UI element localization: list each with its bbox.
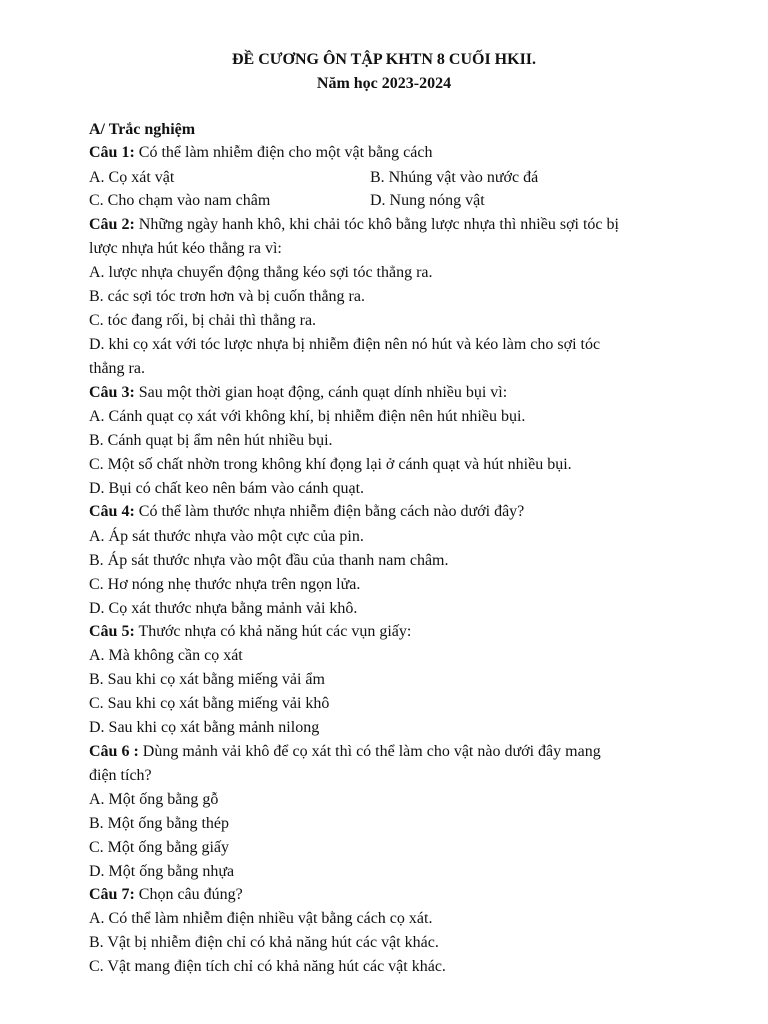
question-text: Những ngày hanh khô, khi chải tóc khô bằng lược nhựa thì nhiều sợi tóc bị [134,216,619,233]
question-1 [89,143,432,163]
question-label: Câu 6 : [89,743,139,760]
option-4c: C. Hơ nóng nhẹ thước nhựa trên ngọn lửa. [89,576,361,593]
option-3d: D. Bụi có chất keo nên bám vào cánh quạt. [89,480,365,497]
document-title: ĐỀ CƯƠNG ÔN TẬP KHTN 8 CUỐI HKII. [231,51,537,68]
option-7a: A. Có thể làm nhiễm điện nhiều vật bằng cách cọ xát. [89,910,433,927]
question-label: Câu 7: [89,886,135,903]
question-5 [89,622,411,642]
option-6b: B. Một ống bằng thép [89,815,229,832]
option-5a: A. Mà không cần cọ xát [89,647,243,664]
question-text: Có thể làm thước nhựa nhiễm điện bằng cách nào dưới đây? [134,503,525,520]
option-3b: B. Cánh quạt bị ẩm nên hút nhiều bụi. [89,432,333,449]
option-5d: D. Sau khi cọ xát bằng mảnh nilong [89,719,320,736]
question-text: Sau một thời gian hoạt động, cánh quạt dính nhiều bụi vì: [134,384,508,401]
option-3c: C. Một số chất nhờn trong không khí đọng lại ở cánh quạt và hút nhiều bụi. [89,456,572,473]
question-text: Chọn câu đúng? [134,886,243,903]
question-label: Câu 5: [89,623,135,640]
option-4d: D. Cọ xát thước nhựa bằng mảnh vải khô. [89,600,358,617]
option-4a: A. Áp sát thước nhựa vào một cực của pin. [89,528,364,545]
question-3 [89,383,507,403]
question-6-cont: điện tích? [89,767,152,784]
question-label: Câu 1: [89,144,135,161]
option-1a: A. Cọ xát vật [89,169,175,186]
option-6c: C. Một ống bằng giấy [89,839,229,856]
option-7b: B. Vật bị nhiễm điện chỉ có khả năng hút các vật khác. [89,934,439,951]
option-1d: D. Nung nóng vật [370,192,485,209]
option-3a: A. Cánh quạt cọ xát với không khí, bị nhiễm điện nên hút nhiều bụi. [89,408,526,425]
option-4b: B. Áp sát thước nhựa vào một đầu của thanh nam châm. [89,552,449,569]
option-2d: D. khi cọ xát với tóc lược nhựa bị nhiễm điện nên nó hút và kéo làm cho sợi tóc [89,336,601,353]
option-5c: C. Sau khi cọ xát bằng miếng vải khô [89,695,330,712]
option-7c: C. Vật mang điện tích chỉ có khả năng hút các vật khác. [89,958,446,975]
option-2d-cont: thẳng ra. [89,360,145,377]
question-text: Có thể làm nhiễm điện cho một vật bằng cách [134,144,433,161]
question-label: Câu 3: [89,384,135,401]
option-2a: A. lược nhựa chuyển động thẳng kéo sợi tóc thẳng ra. [89,264,433,281]
document-subtitle: Năm học 2023-2024 [316,75,452,92]
question-2-cont: lược nhựa hút kéo thẳng ra vì: [89,240,282,257]
option-1c: C. Cho chạm vào nam châm [89,192,271,209]
question-2 [89,215,619,235]
question-7 [89,885,243,905]
question-text: Thước nhựa có khả năng hút các vụn giấy: [134,623,412,640]
option-2c: C. tóc đang rối, bị chải thì thẳng ra. [89,312,317,329]
question-6 [89,742,601,762]
question-text: Dùng mảnh vải khô để cọ xát thì có thể làm cho vật nào dưới đây mang [138,743,601,760]
option-2b: B. các sợi tóc trơn hơn và bị cuốn thẳng ra. [89,288,365,305]
option-6a: A. Một ống bằng gỗ [89,791,219,808]
option-5b: B. Sau khi cọ xát bằng miếng vải ẩm [89,671,325,688]
question-4 [89,502,524,522]
section-heading: A/ Trắc nghiệm [89,121,196,138]
option-1b: B. Nhúng vật vào nước đá [370,169,539,186]
question-label: Câu 2: [89,216,135,233]
option-6d: D. Một ống bằng nhựa [89,863,235,880]
question-label: Câu 4: [89,503,135,520]
